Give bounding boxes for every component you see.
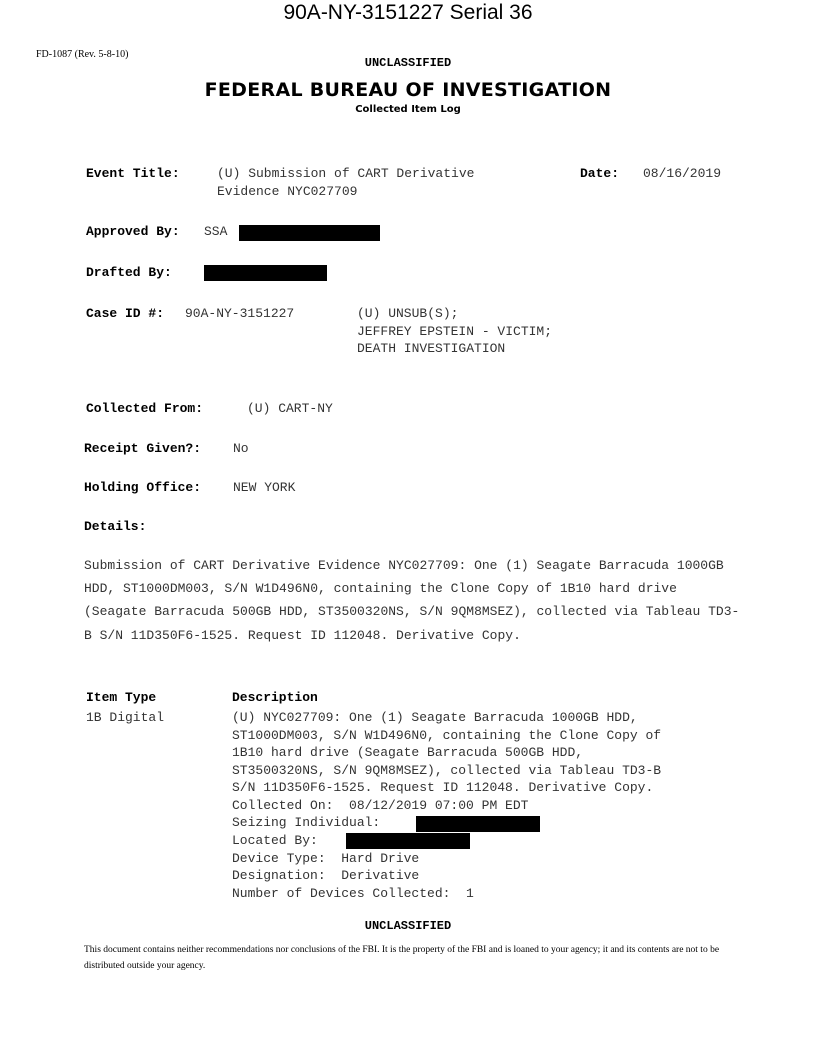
holding-office-label: Holding Office: [84,480,202,495]
approved-by-label: Approved By: [86,224,180,239]
description-line: Located By: [232,833,318,848]
description-line: ST3500320NS, S/N 9QM8MSEZ), collected via Tableau TD3-B [232,763,662,778]
description-line: Collected On: 08/12/2019 07:00 PM EDT [232,798,529,813]
case-id-label: Case ID #: [86,306,165,321]
description-line: 1B10 hard drive (Seagate Barracuda 500GB HDD, [232,745,584,760]
redaction-block [204,265,327,281]
receipt-given-label: Receipt Given?: [84,441,202,456]
agency-title: FEDERAL BUREAU OF INVESTIGATION [204,79,612,101]
holding-office-value: NEW YORK [233,480,296,495]
event-title-line-2: Evidence NYC027709 [217,184,358,199]
classification-top: UNCLASSIFIED [364,56,452,70]
drafted-by-label: Drafted By: [86,265,172,280]
item-type-value: 1B Digital [86,710,165,725]
case-id-value: 90A-NY-3151227 [185,306,295,321]
description-line: S/N 11D350F6-1525. Request ID 112048. Derivative Copy. [232,780,654,795]
collected-from-label: Collected From: [86,401,204,416]
redaction-block [416,816,540,832]
form-number: FD-1087 (Rev. 5-8-10) [36,49,129,60]
description-line: Seizing Individual: [232,815,381,830]
serial-header: 90A-NY-3151227 Serial 36 [283,1,533,24]
approved-by-value: SSA [204,224,228,239]
receipt-given-value: No [233,441,249,456]
case-caption-line-2: JEFFREY EPSTEIN - VICTIM; [357,324,553,339]
footer-disclaimer: This document contains neither recommendations nor conclusions of the FBI. It is the property of the FBI and is loaned to your agency; it and its contents are not to be distributed outside your agency. [84,945,720,971]
case-caption-line-3: DEATH INVESTIGATION [357,341,506,356]
date-label: Date: [580,166,620,181]
description-line: ST1000DM003, S/N W1D496N0, containing the Clone Copy of [232,728,662,743]
details-text: Submission of CART Derivative Evidence NYC027709: One (1) Seagate Barracuda 1000GB HDD, ST1000DM003, S/N W1D496N0, containing the Clone Copy of 1B10 hard drive (Seagate Barracuda 500GB HDD, ST3500320NS, S/N 9QM8MSEZ), collected via Tableau TD3-B S/N 11D350F6-1525. Request ID 112048. Derivative Copy. [84,558,740,643]
form-title: Collected Item Log [355,104,461,115]
date-value: 08/16/2019 [643,166,722,181]
collected-from-value: (U) CART-NY [247,401,333,416]
case-caption-line-1: (U) UNSUB(S); [357,306,459,321]
details-label: Details: [84,519,147,534]
event-title-line-1: (U) Submission of CART Derivative [217,166,475,181]
description-line: Number of Devices Collected: 1 [232,886,474,901]
table-header-description: Description [232,690,318,705]
redaction-block [346,833,470,849]
description-line: (U) NYC027709: One (1) Seagate Barracuda 1000GB HDD, [232,710,638,725]
classification-bottom: UNCLASSIFIED [364,919,452,933]
event-title-label: Event Title: [86,166,180,181]
description-line: Designation: Derivative [232,868,420,883]
description-line: Device Type: Hard Drive [232,851,420,866]
redaction-block [239,225,380,241]
table-header-item-type: Item Type [86,690,157,705]
